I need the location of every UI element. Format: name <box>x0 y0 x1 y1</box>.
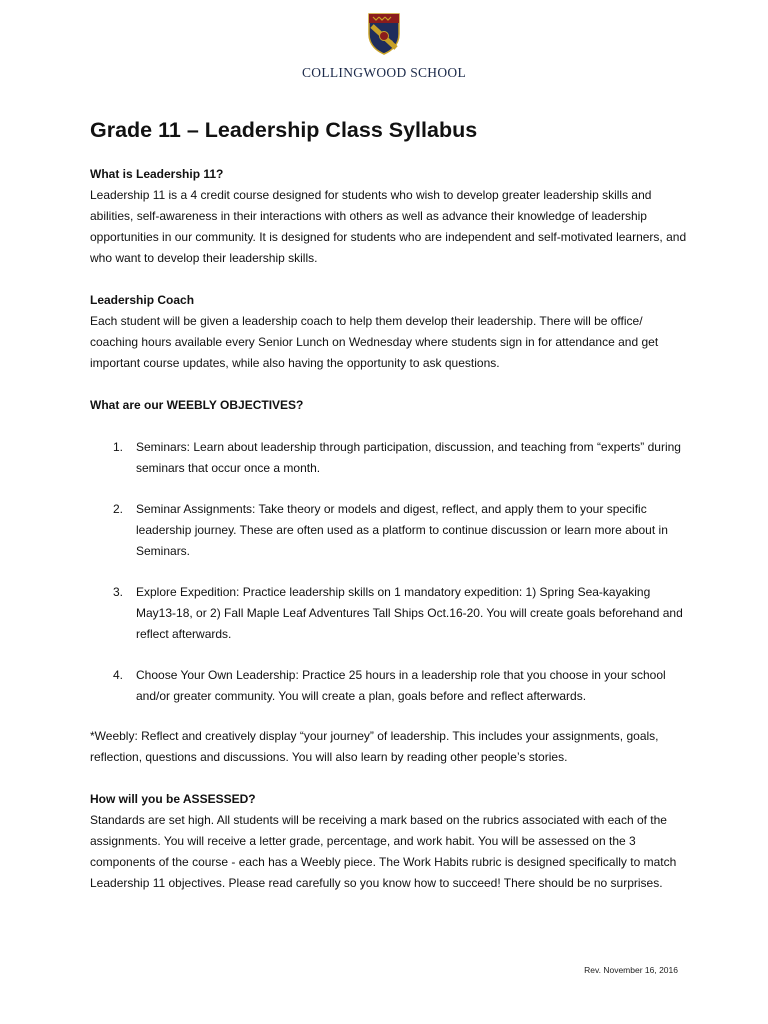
school-crest-logo <box>367 12 401 56</box>
revision-date: Rev. November 16, 2016 <box>584 965 678 975</box>
document-body <box>90 164 690 894</box>
list-item-number: 1. <box>113 440 124 454</box>
list-item-text: Explore Expedition: Practice leadership skills on 1 mandatory expedition: 1) Spring Sea-kayaking May13-18, or 2) Fall Maple Leaf Adventures Tall Ships Oct.16-20. You will create goals beforehand and reflect afterwards. <box>136 585 683 641</box>
list-item-number: 4. <box>113 668 124 682</box>
school-name: COLLINGWOOD SCHOOL <box>301 65 466 80</box>
section-heading-assessed: How will you be ASSESSED? <box>90 792 256 806</box>
list-item <box>90 499 690 562</box>
weebly-note: *Weebly: Reflect and creatively display “your journey” of leadership. This includes your assignments, goals, reflection, questions and discussions. You will also learn by reading other people’s stories. <box>90 729 659 764</box>
list-item-number: 2. <box>113 502 124 516</box>
objectives-list <box>90 437 690 707</box>
section-body-what-is: Leadership 11 is a 4 credit course designed for students who wish to develop greater leadership skills and abilities, self-awareness in their interactions with others as well as advance their knowledge of leadership opportunities in our community. It is designed for students who are independent and self-motivated learners, and who want to develop their leadership skills. <box>90 188 687 265</box>
school-header <box>0 12 768 81</box>
section-heading-what-is: What is Leadership 11? <box>90 167 224 181</box>
list-item-text: Choose Your Own Leadership: Practice 25 hours in a leadership role that you choose in your school and/or greater community. You will create a plan, goals before and reflect afterwards. <box>136 668 666 703</box>
list-item <box>90 582 690 645</box>
list-item <box>90 437 690 479</box>
list-item-text: Seminars: Learn about leadership through participation, discussion, and teaching from “experts” during seminars that occur once a month. <box>136 440 681 475</box>
section-body-assessed: Standards are set high. All students will be receiving a mark based on the rubrics associated with each of the assignments. You will receive a letter grade, percentage, and work habit. You will be assessed on the 3 components of the course - each has a Weebly piece. The Work Habits rubric is designed specifically to match Leadership 11 objectives. Please read carefully so you know how to succeed! There should be no surprises. <box>90 813 677 890</box>
page-title: Grade 11 – Leadership Class Syllabus <box>90 118 478 142</box>
list-item-number: 3. <box>113 585 124 599</box>
list-item <box>90 665 690 707</box>
section-body-coach: Each student will be given a leadership coach to help them develop their leadership. There will be office/ coaching hours available every Senior Lunch on Wednesday where students sign in for attendance and get important course updates, while also having the opportunity to ask questions. <box>90 314 659 370</box>
section-heading-coach: Leadership Coach <box>90 293 195 307</box>
list-item-text: Seminar Assignments: Take theory or models and digest, reflect, and apply them to your specific leadership journey. These are often used as a platform to continue discussion or learn more about in Seminars. <box>136 502 668 558</box>
section-heading-objectives: What are our WEEBLY OBJECTIVES? <box>90 398 304 412</box>
